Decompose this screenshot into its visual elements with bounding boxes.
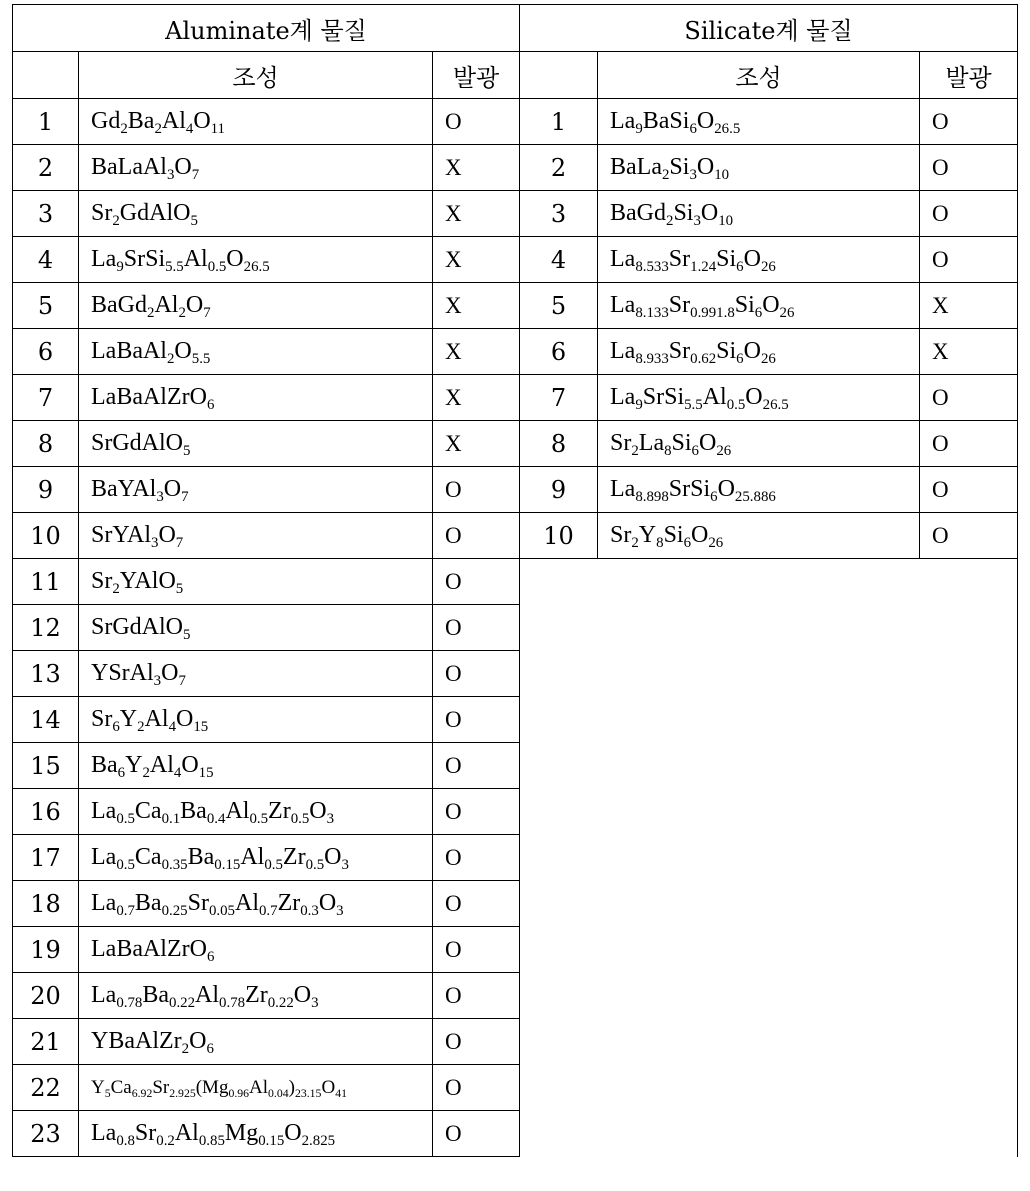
- silicate-composition: $BaLa_2Si_3O_{10}$: [598, 145, 920, 191]
- aluminate-number: 13: [13, 651, 79, 697]
- aluminate-composition: $SrYAl_3O_7$: [79, 513, 433, 559]
- table-row: [13, 99, 1018, 145]
- silicate-number: 4: [520, 237, 598, 283]
- subscript: 2: [631, 535, 639, 552]
- subscript: 3: [166, 167, 175, 184]
- subscript: 8.133: [635, 305, 669, 322]
- aluminate-composition: $Ba_6Y_2Al_4O_{15}$: [79, 743, 433, 789]
- silicate-number: 2: [520, 145, 598, 191]
- subscript: 2.925: [169, 1086, 196, 1100]
- subscript: 0.7: [116, 903, 135, 920]
- aluminate-composition: $Sr_2YAlO_5$: [79, 559, 433, 605]
- silicate-number: 6: [520, 329, 598, 375]
- subscript: 0.5: [207, 259, 227, 276]
- aluminate-composition: $La_{0.7}Ba_{0.25}Sr_{0.05}Al_{0.7}Zr_{0.3}O_3$: [79, 881, 433, 927]
- subscript: 5: [104, 1086, 111, 1100]
- subscript: 7: [203, 305, 211, 322]
- subscript: 10: [718, 213, 734, 230]
- aluminate-emission: X: [433, 375, 520, 421]
- subscript: 0.62: [690, 351, 717, 368]
- table-row: [13, 559, 1018, 605]
- group-header-row: [13, 5, 1018, 52]
- subscript: 26: [708, 535, 724, 552]
- aluminate-number: 17: [13, 835, 79, 881]
- subscript: 2: [154, 121, 162, 138]
- subscript: 0.7: [258, 903, 278, 920]
- silicate-emission: O: [920, 375, 1018, 421]
- subscript: 0.15: [214, 857, 241, 874]
- subscript: 0.85: [198, 1133, 225, 1150]
- subscript: 6: [689, 121, 697, 138]
- table-row: [13, 191, 1018, 237]
- subscript: 6: [754, 305, 763, 322]
- table-row: [13, 421, 1018, 467]
- aluminate-emission: O: [433, 1065, 520, 1111]
- aluminate-emission: O: [433, 467, 520, 513]
- table-row: [13, 375, 1018, 421]
- subscript: 26: [716, 443, 732, 460]
- silicate-emission: X: [920, 329, 1018, 375]
- silicate-empty-area: [520, 559, 1018, 1157]
- subscript: 0.5: [116, 811, 135, 828]
- subscript: 0.8: [116, 1133, 135, 1150]
- column-header-row: [13, 52, 1018, 99]
- subscript: 2: [181, 1041, 190, 1058]
- subscript: 5: [183, 627, 191, 644]
- aluminate-composition: $BaYAl_3O_7$: [79, 467, 433, 513]
- subscript: 3: [153, 673, 162, 690]
- subscript: 0.1: [161, 811, 181, 828]
- aluminate-number: 6: [13, 329, 79, 375]
- aluminate-composition: $Y_5Ca_{6.92}Sr_{2.925}(Mg_{0.96}Al_{0.04})_{23.15}O_{41}$: [79, 1065, 433, 1111]
- aluminate-composition: $BaGd_2Al_2O_7$: [79, 283, 433, 329]
- aluminate-composition: $La_{0.78}Ba_{0.22}Al_{0.78}Zr_{0.22}O_3$: [79, 973, 433, 1019]
- silicate-title: Silicate계 물질: [520, 5, 1018, 52]
- aluminate-emission: O: [433, 743, 520, 789]
- aluminate-number: 4: [13, 237, 79, 283]
- subscript: 0.78: [116, 995, 143, 1012]
- subscript: 0.96: [228, 1086, 250, 1100]
- aluminate-composition: $Gd_2Ba_2Al_4O_{11}$: [79, 99, 433, 145]
- silicate-number: 7: [520, 375, 598, 421]
- aluminate-emission: O: [433, 651, 520, 697]
- silicate-number: 3: [520, 191, 598, 237]
- subscript: 26: [760, 351, 776, 368]
- subscript: 0.35: [161, 857, 188, 874]
- subscript: 0.5: [726, 397, 746, 414]
- subscript: 3: [326, 811, 335, 828]
- silicate-composition: $La_9SrSi_{5.5}Al_{0.5}O_{26.5}$: [598, 375, 920, 421]
- subscript: 7: [191, 167, 200, 184]
- subscript: 2: [112, 581, 120, 598]
- subscript: 2: [112, 213, 120, 230]
- silicate-composition: $La_{8.133}Sr_{0.991.8}Si_6O_{26}$: [598, 283, 920, 329]
- aluminate-number: 7: [13, 375, 79, 421]
- aluminate-composition: $La_{0.8}Sr_{0.2}Al_{0.85}Mg_{0.15}O_{2.825}$: [79, 1111, 433, 1157]
- subscript: 7: [181, 489, 189, 506]
- table-row: [13, 467, 1018, 513]
- subscript: 5.5: [165, 259, 184, 276]
- aluminate-number: 15: [13, 743, 79, 789]
- subscript: 2: [137, 719, 145, 736]
- silicate-emission: O: [920, 191, 1018, 237]
- subscript: 6: [206, 397, 215, 414]
- subscript: 9: [116, 259, 124, 276]
- subscript: 6: [206, 1041, 214, 1058]
- subscript: 9: [635, 121, 643, 138]
- silicate-number-header: [520, 52, 598, 99]
- aluminate-emission: O: [433, 1111, 520, 1157]
- subscript: 15: [198, 765, 214, 782]
- silicate-number: 1: [520, 99, 598, 145]
- subscript: 6: [112, 719, 120, 736]
- subscript: 3: [689, 167, 697, 184]
- subscript: 0.78: [219, 995, 246, 1012]
- silicate-composition: $La_{8.533}Sr_{1.24}Si_6O_{26}$: [598, 237, 920, 283]
- silicate-composition: $Sr_2La_8Si_6O_{26}$: [598, 421, 920, 467]
- aluminate-number: 3: [13, 191, 79, 237]
- subscript: 11: [210, 121, 225, 138]
- aluminate-number: 12: [13, 605, 79, 651]
- aluminate-emission: X: [433, 329, 520, 375]
- subscript: 6: [736, 351, 744, 368]
- subscript: 26: [779, 305, 795, 322]
- aluminate-composition: SrGdAlO$_5$: [79, 605, 433, 651]
- subscript: 6: [736, 259, 744, 276]
- aluminate-composition: LaBaAlZrO$_6$: [79, 375, 433, 421]
- aluminate-number: 18: [13, 881, 79, 927]
- aluminate-number: 19: [13, 927, 79, 973]
- aluminate-composition: $YBaAlZr_2O_6$: [79, 1019, 433, 1065]
- subscript: 8.898: [635, 489, 669, 506]
- subscript: 7: [178, 673, 186, 690]
- subscript: 4: [173, 765, 182, 782]
- subscript: 9: [635, 397, 643, 414]
- silicate-emission: O: [920, 145, 1018, 191]
- silicate-composition: $La_{8.933}Sr_{0.62}Si_6O_{26}$: [598, 329, 920, 375]
- aluminate-composition: $La_{0.5}Ca_{0.35}Ba_{0.15}Al_{0.5}Zr_{0.5}O_3$: [79, 835, 433, 881]
- aluminate-emission: O: [433, 605, 520, 651]
- subscript: 26.5: [243, 259, 270, 276]
- subscript: 1.24: [690, 259, 717, 276]
- subscript: 8.533: [635, 259, 669, 276]
- subscript: 26.5: [762, 397, 789, 414]
- aluminate-emission: O: [433, 927, 520, 973]
- subscript: 8: [664, 443, 672, 460]
- composition-table: [12, 4, 1018, 1157]
- subscript: 23.15: [294, 1086, 322, 1100]
- aluminate-number: 5: [13, 283, 79, 329]
- silicate-emission: O: [920, 237, 1018, 283]
- subscript: 3: [336, 903, 344, 920]
- aluminate-number: 2: [13, 145, 79, 191]
- subscript: 0.991.8: [690, 305, 735, 322]
- aluminate-emission: X: [433, 421, 520, 467]
- aluminate-emission: X: [433, 237, 520, 283]
- aluminate-composition: $LaBaAl_2O_{5.5}$: [79, 329, 433, 375]
- subscript: 15: [193, 719, 209, 736]
- subscript: 26.5: [714, 121, 741, 138]
- subscript: 0.15: [258, 1133, 285, 1150]
- aluminate-emission: X: [433, 145, 520, 191]
- aluminate-emission: X: [433, 191, 520, 237]
- aluminate-emission: O: [433, 881, 520, 927]
- aluminate-emission: O: [433, 513, 520, 559]
- subscript: 0.5: [264, 857, 283, 874]
- subscript: 6.92: [131, 1086, 153, 1100]
- aluminate-number: 22: [13, 1065, 79, 1111]
- subscript: 6: [683, 535, 692, 552]
- subscript: 2: [120, 121, 128, 138]
- subscript: 0.04: [268, 1086, 289, 1100]
- subscript: 3: [693, 213, 701, 230]
- subscript: 0.5: [305, 857, 325, 874]
- subscript: 5: [183, 443, 191, 460]
- silicate-composition: $La_{8.898}SrSi_6O_{25.886}$: [598, 467, 920, 513]
- subscript: 3: [156, 489, 164, 506]
- silicate-composition: $La_9BaSi_6O_{26.5}$: [598, 99, 920, 145]
- aluminate-emission: O: [433, 973, 520, 1019]
- aluminate-number: 8: [13, 421, 79, 467]
- silicate-number: 10: [520, 513, 598, 559]
- table-row: [13, 283, 1018, 329]
- aluminate-number: 1: [13, 99, 79, 145]
- subscript: 26: [760, 259, 776, 276]
- aluminate-emission: O: [433, 1019, 520, 1065]
- subscript: 0.05: [208, 903, 235, 920]
- subscript: 0.22: [267, 995, 294, 1012]
- subscript: 8.933: [635, 351, 669, 368]
- aluminate-emission: X: [433, 283, 520, 329]
- aluminate-number: 11: [13, 559, 79, 605]
- subscript: 2.825: [301, 1133, 336, 1150]
- silicate-composition-header: 조성: [598, 52, 920, 99]
- aluminate-composition: $La_{0.5}Ca_{0.1}Ba_{0.4}Al_{0.5}Zr_{0.5}O_3$: [79, 789, 433, 835]
- silicate-composition: $Sr_2Y_8Si_6O_{26}$: [598, 513, 920, 559]
- aluminate-number-header: [13, 52, 79, 99]
- aluminate-composition: $Sr_2GdAlO_5$: [79, 191, 433, 237]
- silicate-emission: O: [920, 513, 1018, 559]
- aluminate-emission: O: [433, 789, 520, 835]
- subscript: 2: [666, 213, 674, 230]
- aluminate-composition: LaBaAlZrO$_6$: [79, 927, 433, 973]
- silicate-number: 9: [520, 467, 598, 513]
- subscript: 6: [691, 443, 699, 460]
- subscript: 41: [335, 1086, 347, 1100]
- subscript: 6: [710, 489, 718, 506]
- silicate-emission-header: 발광: [920, 52, 1018, 99]
- aluminate-composition: $Sr_6Y_2Al_4O_{15}$: [79, 697, 433, 743]
- aluminate-number: 23: [13, 1111, 79, 1157]
- silicate-emission: X: [920, 283, 1018, 329]
- subscript: 2: [147, 305, 155, 322]
- aluminate-number: 14: [13, 697, 79, 743]
- subscript: 2: [178, 305, 186, 322]
- aluminate-emission: O: [433, 835, 520, 881]
- subscript: 5.5: [191, 351, 211, 368]
- subscript: 2: [661, 167, 670, 184]
- subscript: 25.886: [734, 489, 776, 506]
- subscript: 8: [656, 535, 664, 552]
- subscript: 0.25: [161, 903, 188, 920]
- subscript: 6: [117, 765, 126, 782]
- aluminate-composition: $La_9SrSi_{5.5}Al_{0.5}O_{26.5}$: [79, 237, 433, 283]
- subscript: 0.5: [290, 811, 310, 828]
- subscript: 5.5: [684, 397, 703, 414]
- subscript: 3: [311, 995, 319, 1012]
- table-row: [13, 145, 1018, 191]
- aluminate-composition: $YSrAl_3O_7$: [79, 651, 433, 697]
- aluminate-number: 10: [13, 513, 79, 559]
- subscript: 2: [142, 765, 150, 782]
- subscript: 3: [341, 857, 349, 874]
- subscript: 7: [175, 535, 184, 552]
- subscript: 0.5: [116, 857, 135, 874]
- aluminate-title: Aluminate계 물질: [13, 5, 520, 52]
- subscript: 4: [185, 121, 194, 138]
- table-row: [13, 237, 1018, 283]
- silicate-number: 5: [520, 283, 598, 329]
- subscript: 2: [166, 351, 175, 368]
- silicate-emission: O: [920, 99, 1018, 145]
- subscript: 6: [206, 949, 215, 966]
- aluminate-composition: $BaLaAl_3O_7$: [79, 145, 433, 191]
- aluminate-emission: O: [433, 99, 520, 145]
- table-row: [13, 513, 1018, 559]
- subscript: 0.4: [206, 811, 226, 828]
- subscript: 0.2: [156, 1133, 175, 1150]
- aluminate-composition-header: 조성: [79, 52, 433, 99]
- aluminate-composition: SrGdAlO$_5$: [79, 421, 433, 467]
- subscript: 0.22: [169, 995, 196, 1012]
- aluminate-number: 9: [13, 467, 79, 513]
- silicate-number: 8: [520, 421, 598, 467]
- subscript: 4: [168, 719, 176, 736]
- subscript: 0.5: [249, 811, 269, 828]
- silicate-emission: O: [920, 467, 1018, 513]
- aluminate-number: 20: [13, 973, 79, 1019]
- subscript: 5: [175, 581, 184, 598]
- subscript: 5: [190, 213, 198, 230]
- silicate-composition: $BaGd_2Si_3O_{10}$: [598, 191, 920, 237]
- subscript: 10: [714, 167, 730, 184]
- subscript: 0.3: [300, 903, 319, 920]
- aluminate-emission: O: [433, 559, 520, 605]
- aluminate-number: 16: [13, 789, 79, 835]
- subscript: 3: [151, 535, 159, 552]
- subscript: 2: [631, 443, 639, 460]
- silicate-emission: O: [920, 421, 1018, 467]
- aluminate-emission-header: 발광: [433, 52, 520, 99]
- table-row: [13, 329, 1018, 375]
- aluminate-emission: O: [433, 697, 520, 743]
- aluminate-number: 21: [13, 1019, 79, 1065]
